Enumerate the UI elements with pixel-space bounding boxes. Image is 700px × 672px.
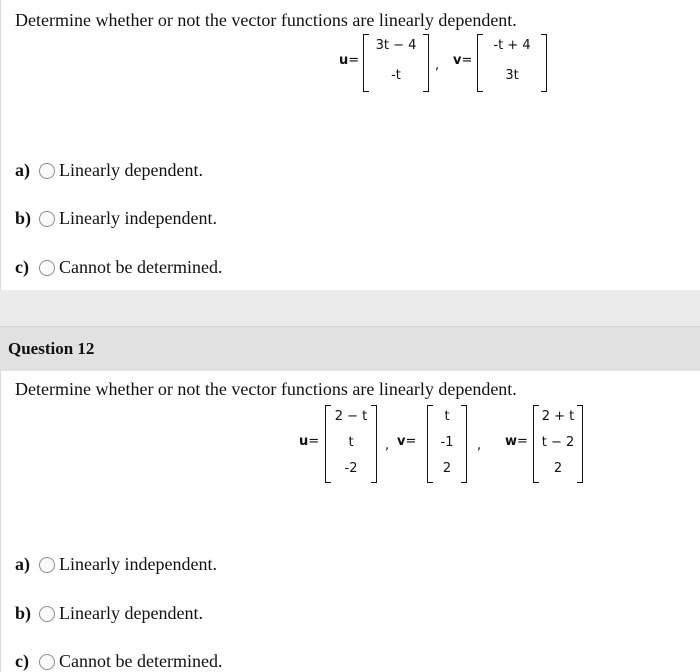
option-c[interactable]: c) Cannot be determined.: [15, 257, 223, 277]
w-vector: [533, 405, 583, 483]
option-c[interactable]: c) Cannot be determined.: [15, 651, 223, 671]
question-11-equation: [337, 34, 557, 92]
question-11-card: [0, 0, 700, 290]
u-label: u=: [299, 434, 320, 449]
radio-button[interactable]: [39, 163, 55, 179]
v-label: v=: [397, 434, 417, 449]
w-entry: 2: [553, 461, 563, 476]
v-vector: [477, 34, 547, 92]
u-label: u=: [339, 53, 360, 68]
u-entry: -t: [391, 68, 401, 83]
u-vector: [325, 405, 377, 483]
v-entry: 2: [442, 461, 452, 476]
question-separator: [0, 290, 700, 326]
question-12-title: Question 12: [8, 339, 95, 358]
comma: ,: [435, 58, 440, 73]
question-12-prompt: Determine whether or not the vector functions are linearly dependent.: [15, 379, 517, 399]
w-entry: t − 2: [541, 435, 575, 450]
u-entry: -2: [344, 461, 358, 476]
option-label: Linearly dependent.: [59, 603, 203, 623]
v-entry: -t + 4: [493, 38, 531, 53]
w-entry: 2 + t: [541, 409, 575, 424]
option-a[interactable]: a) Linearly independent.: [15, 554, 217, 574]
question-12-equation: [299, 405, 589, 483]
question-12-header: [0, 326, 700, 372]
option-a[interactable]: a) Linearly dependent.: [15, 160, 203, 180]
radio-button[interactable]: [39, 606, 55, 622]
u-entry: t: [348, 435, 354, 450]
question-12-card: [0, 371, 700, 672]
option-b[interactable]: b) Linearly independent.: [15, 208, 217, 228]
v-vector: [427, 405, 467, 483]
radio-button[interactable]: [39, 260, 55, 276]
option-label: Cannot be determined.: [59, 651, 223, 671]
w-label: w=: [505, 434, 528, 449]
option-label: Cannot be determined.: [59, 257, 223, 277]
v-entry: 3t: [505, 68, 519, 83]
radio-button[interactable]: [39, 211, 55, 227]
v-entry: t: [444, 409, 450, 424]
question-11-prompt: Determine whether or not the vector functions are linearly dependent.: [15, 10, 517, 30]
comma: ,: [477, 438, 482, 453]
radio-button[interactable]: [39, 654, 55, 670]
v-label: v=: [453, 53, 473, 68]
u-entry: 3t − 4: [375, 38, 417, 53]
option-label: Linearly independent.: [59, 554, 217, 574]
v-entry: -1: [440, 435, 454, 450]
option-b[interactable]: b) Linearly dependent.: [15, 603, 203, 623]
option-label: Linearly dependent.: [59, 160, 203, 180]
comma: ,: [385, 438, 390, 453]
u-entry: 2 − t: [334, 409, 368, 424]
radio-button[interactable]: [39, 557, 55, 573]
option-label: Linearly independent.: [59, 208, 217, 228]
u-vector: [363, 34, 429, 92]
